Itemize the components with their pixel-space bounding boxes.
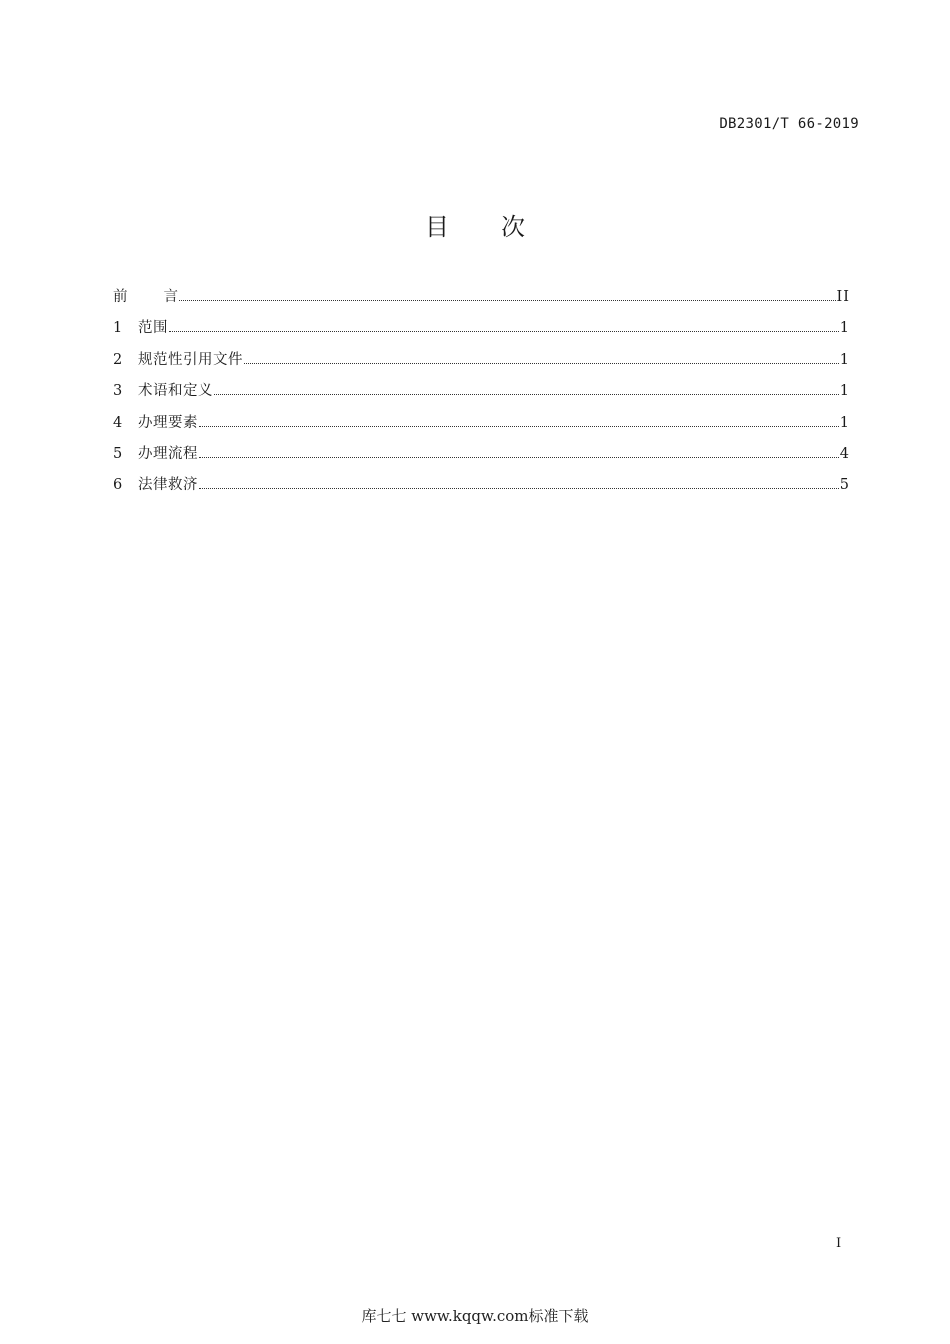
toc-entry-page: 5 <box>839 477 850 494</box>
toc-leader-dots <box>244 363 839 364</box>
toc-entry-page: II <box>836 289 850 305</box>
toc-leader-dots <box>199 488 839 489</box>
toc-leader-dots <box>199 457 839 458</box>
toc-entry-legal-remedy[interactable] <box>113 473 850 504</box>
toc-entry-number: 5 <box>113 445 123 462</box>
toc-title-char: 目 <box>425 213 449 241</box>
toc-leader-dots <box>179 300 836 301</box>
toc-entry-label: 前 言 <box>113 289 178 305</box>
toc-entry-number: 6 <box>113 477 123 494</box>
toc-entry-scope[interactable] <box>113 316 850 347</box>
toc-entry-number: 4 <box>113 414 123 431</box>
toc-entry-number: 3 <box>113 383 123 400</box>
toc-leader-dots <box>214 394 839 395</box>
page-number: I <box>836 1236 842 1251</box>
toc-entry-number: 1 <box>113 320 123 337</box>
toc-entry-label: 范围 <box>138 320 168 337</box>
toc-entry-terms-definitions[interactable] <box>113 379 850 410</box>
toc-entry-page: 1 <box>839 383 850 400</box>
toc-entry-label: 办理要素 <box>138 414 198 431</box>
toc-entry-page: 4 <box>839 445 850 462</box>
toc-entry-page: 1 <box>839 414 850 431</box>
document-code: DB2301/T 66-2019 <box>719 116 859 132</box>
watermark-footer-text: 库七七 www.kqqw.com标准下载 <box>361 1307 589 1325</box>
toc-entry-handling-elements[interactable] <box>113 411 850 442</box>
toc-entry-number: 2 <box>113 351 123 368</box>
toc-entry-normative-references[interactable] <box>113 348 850 379</box>
toc-title-char: 次 <box>501 213 525 241</box>
toc-entry-page: 1 <box>839 351 850 368</box>
toc-entry-page: 1 <box>839 320 850 337</box>
toc-leader-dots <box>199 426 839 427</box>
toc-leader-dots <box>169 331 839 332</box>
toc-entry-label: 办理流程 <box>138 445 198 462</box>
toc-entry-handling-process[interactable] <box>113 442 850 473</box>
toc-list <box>113 285 850 505</box>
toc-entry-foreword[interactable] <box>113 285 850 316</box>
toc-entry-label: 规范性引用文件 <box>138 351 243 368</box>
toc-entry-label: 术语和定义 <box>138 383 213 400</box>
toc-entry-label: 法律救济 <box>138 477 198 494</box>
toc-title <box>0 207 950 242</box>
